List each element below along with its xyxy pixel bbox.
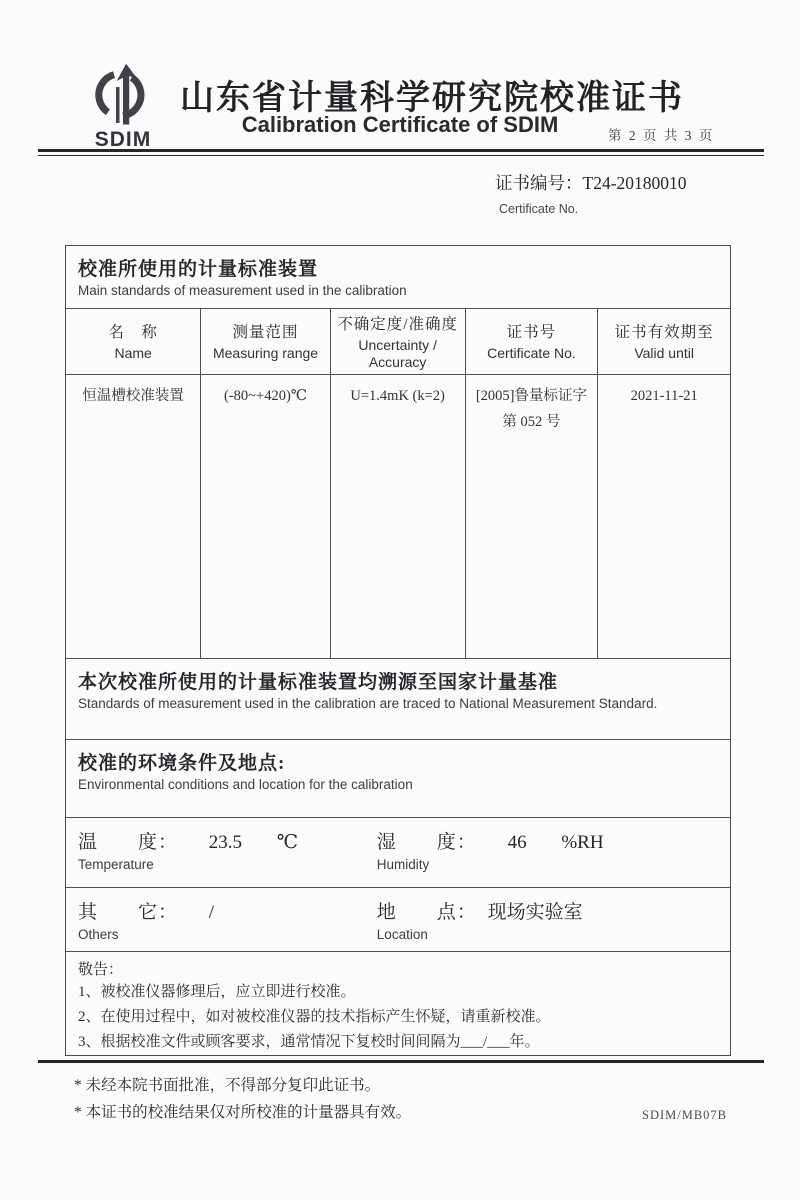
col-header-validuntil xyxy=(598,309,730,375)
standards-table-row xyxy=(66,375,730,658)
traceability-statement-en: Standards of measurement used in the calibration are traced to National Measurement Standard. xyxy=(78,695,658,711)
location-value: 现场实验室 xyxy=(487,901,583,923)
certificate-number-value: T24-20180010 xyxy=(582,173,687,193)
humidity-label-cn: 湿 度： xyxy=(376,831,477,853)
col-header-range xyxy=(201,309,330,375)
certificate-number-label-en: Certificate No. xyxy=(499,202,579,216)
notice-item-1: 1、被校准仪器修理后，应立即进行校准。 xyxy=(78,983,356,1000)
others-location-row xyxy=(66,887,730,951)
humidity-value: 46 xyxy=(507,831,527,853)
col-header-name xyxy=(66,309,201,375)
col-header-certno-en: Certificate No. xyxy=(487,345,576,362)
cell-measuring-range xyxy=(201,375,330,658)
others-label-en: Others xyxy=(78,926,119,942)
humidity-field xyxy=(365,818,730,887)
col-header-uncertainty-en: Uncertainty / Accuracy xyxy=(358,336,437,370)
valid-until-value: 2021-11-21 xyxy=(630,388,698,404)
cell-standard-name xyxy=(66,375,201,658)
footer-note-1: * 未经本院书面批准，不得部分复印此证书。 xyxy=(74,1077,381,1094)
traceability-statement-cn: 本次校准所使用的计量标准装置均溯源至国家计量基准 xyxy=(78,671,559,693)
others-label-cn: 其 它： xyxy=(78,901,179,923)
standard-cert-no-line2: 第 052 号 xyxy=(502,414,561,431)
col-header-name-en: Name xyxy=(114,345,152,362)
location-label-en: Location xyxy=(376,926,428,942)
standards-section-header xyxy=(66,246,730,308)
standard-name-value: 恒温槽校准装置 xyxy=(82,388,184,404)
notice-section xyxy=(66,951,730,1056)
temperature-value: 23.5 xyxy=(208,831,243,853)
temperature-unit: ℃ xyxy=(276,831,299,853)
standard-cert-no-line1: [2005]鲁量标证字 xyxy=(475,388,588,404)
environment-section-header xyxy=(66,739,730,817)
footer-notes xyxy=(74,1072,411,1126)
notice-title: 敬告： xyxy=(78,961,124,978)
others-value: / xyxy=(208,901,215,923)
location-label-cn: 地 点： xyxy=(376,901,477,923)
environment-title-cn: 校准的环境条件及地点: xyxy=(78,752,286,774)
standards-title-cn: 校准所使用的计量标准装置 xyxy=(78,259,319,280)
col-header-range-cn: 测量范围 xyxy=(232,324,299,342)
footer-divider xyxy=(38,1060,764,1063)
col-header-uncertainty-cn: 不确定度/准确度 xyxy=(337,315,459,333)
certificate-number-line xyxy=(495,170,765,195)
col-header-uncertainty xyxy=(330,309,465,375)
others-field xyxy=(66,888,365,951)
temperature-label-en: Temperature xyxy=(78,856,154,872)
certificate-body-box xyxy=(65,245,731,1056)
standards-table-header-row xyxy=(66,309,730,375)
cell-valid-until xyxy=(598,375,730,658)
uncertainty-value: U=1.4mK (k=2) xyxy=(350,388,445,404)
cell-certificate-no xyxy=(465,375,598,658)
footer-note-2: * 本证书的校准结果仅对所校准的计量器具有效。 xyxy=(74,1104,412,1121)
col-header-validuntil-cn: 证书有效期至 xyxy=(614,324,714,342)
environment-title-en: Environmental conditions and location for the calibration xyxy=(78,776,413,792)
page-number-info: 第 2 页 共 3 页 xyxy=(608,128,715,143)
col-header-certno xyxy=(465,309,598,375)
notice-list xyxy=(78,980,716,1055)
temperature-label-cn: 温 度： xyxy=(78,831,179,853)
humidity-unit: %RH xyxy=(561,831,604,853)
col-header-validuntil-en: Valid until xyxy=(634,345,694,362)
cell-uncertainty xyxy=(330,375,465,658)
col-header-certno-cn: 证书号 xyxy=(506,324,557,342)
temperature-humidity-row xyxy=(66,817,730,887)
form-code: SDIM/MB07B xyxy=(642,1108,728,1122)
standards-table xyxy=(66,308,730,658)
certificate-number-label-cn: 证书编号： xyxy=(495,173,583,193)
certificate-number-block xyxy=(495,170,765,216)
certificate-title-cn: 山东省计量科学研究院校准证书 xyxy=(180,80,684,117)
sdim-logo xyxy=(74,62,172,154)
col-header-name-cn: 名 称 xyxy=(108,324,158,342)
notice-item-2: 2、在使用过程中，如对被校准仪器的技术指标产生怀疑，请重新校准。 xyxy=(78,1008,551,1025)
certificate-title-en: Calibration Certificate of SDIM xyxy=(241,112,559,137)
sdim-logo-text: SDIM xyxy=(94,128,152,151)
measuring-range-value: (-80~+420)℃ xyxy=(224,388,307,404)
col-header-range-en: Measuring range xyxy=(212,345,319,362)
notice-item-3: 3、根据校准文件或顾客要求，通常情况下复校时间间隔为___/___年。 xyxy=(78,1033,540,1050)
standards-title-en: Main standards of measurement used in the calibration xyxy=(78,283,407,298)
location-field xyxy=(365,888,730,951)
traceability-section xyxy=(66,658,730,739)
temperature-field xyxy=(66,818,365,887)
humidity-label-en: Humidity xyxy=(376,856,430,872)
header-divider xyxy=(38,149,764,156)
sdim-logo-icon xyxy=(84,62,162,134)
